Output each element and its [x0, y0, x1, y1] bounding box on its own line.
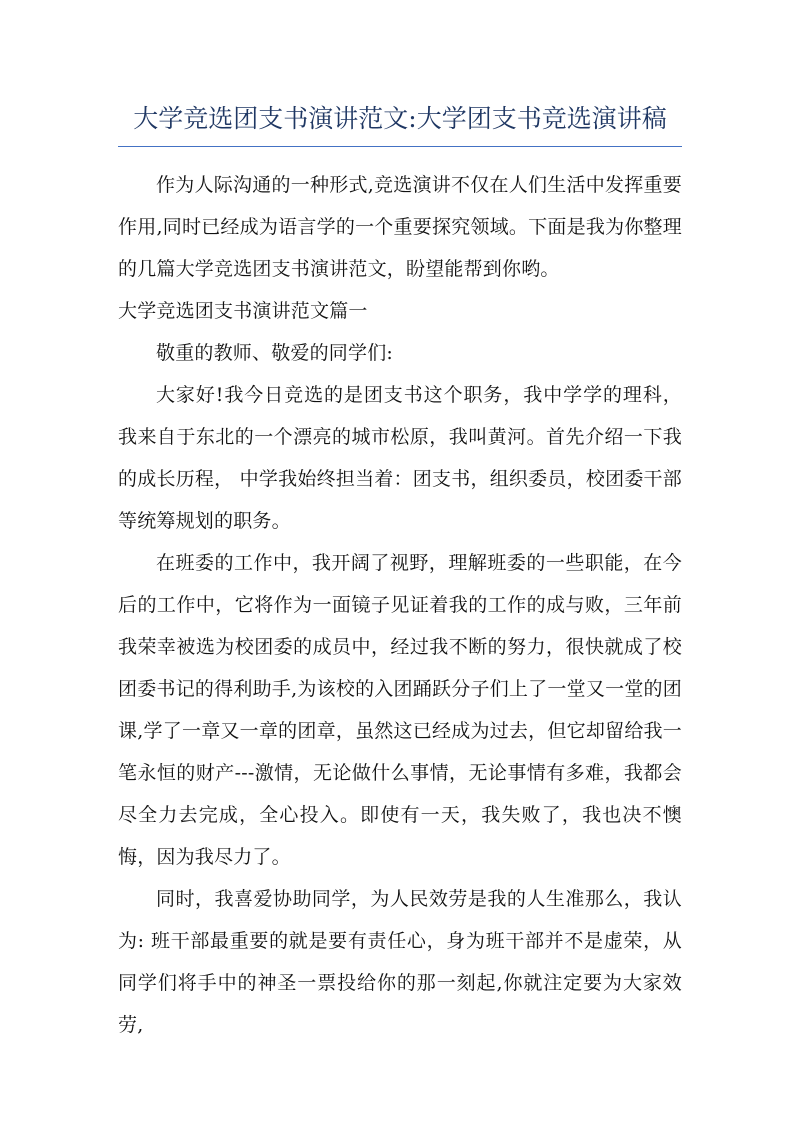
body-paragraph: 同时，我喜爱协助同学，为人民效劳是我的人生准那么，我认为: 班干部最重要的就是要有责任心，身为班干部并不是虚荣，从同学们将手中的神圣一票投给你的那一刻起,你就注定要为大家效劳, [118, 888, 682, 1036]
title-underline [118, 146, 682, 147]
document-body [118, 164, 682, 1046]
intro-paragraph: 作为人际沟通的一种形式,竞选演讲不仅在人们生活中发挥重要作用,同时已经成为语言学的一个重要探究领域。下面是我为你整理的几篇大学竞选团支书演讲范文，盼望能帮到你哟。 [118, 174, 682, 280]
document-title: 大学竞选团支书演讲范文:大学团支书竞选演讲稿 [133, 104, 667, 133]
body-paragraph: 在班委的工作中，我开阔了视野，理解班委的一些职能，在今后的工作中，它将作为一面镜子见证着我的工作的成与败，三年前我荣幸被选为校团委的成员中，经过我不断的努力，很快就成了校团委书记的得利助手,为该校的入团踊跃分子们上了一堂又一堂的团课,学了一章又一章的团章，虽然这已经成为过去，但它却留给我一笔永恒的财产---激情，无论做什么事情，无论事情有多难，我都会尽全力去完成，全心投入。即使有一天，我失败了，我也决不懊悔，因为我尽力了。 [118, 552, 682, 868]
body-paragraph: 大家好!我今日竞选的是团支书这个职务，我中学学的理科，我来自于东北的一个漂亮的城市松原，我叫黄河。首先介绍一下我的成长历程， 中学我始终担当着：团支书，组织委员，校团委干部等统筹规划的职务。 [118, 384, 682, 532]
greeting-paragraph: 敬重的教师、敬爱的同学们: [156, 342, 394, 364]
section-heading: 大学竞选团支书演讲范文篇一 [118, 300, 368, 322]
